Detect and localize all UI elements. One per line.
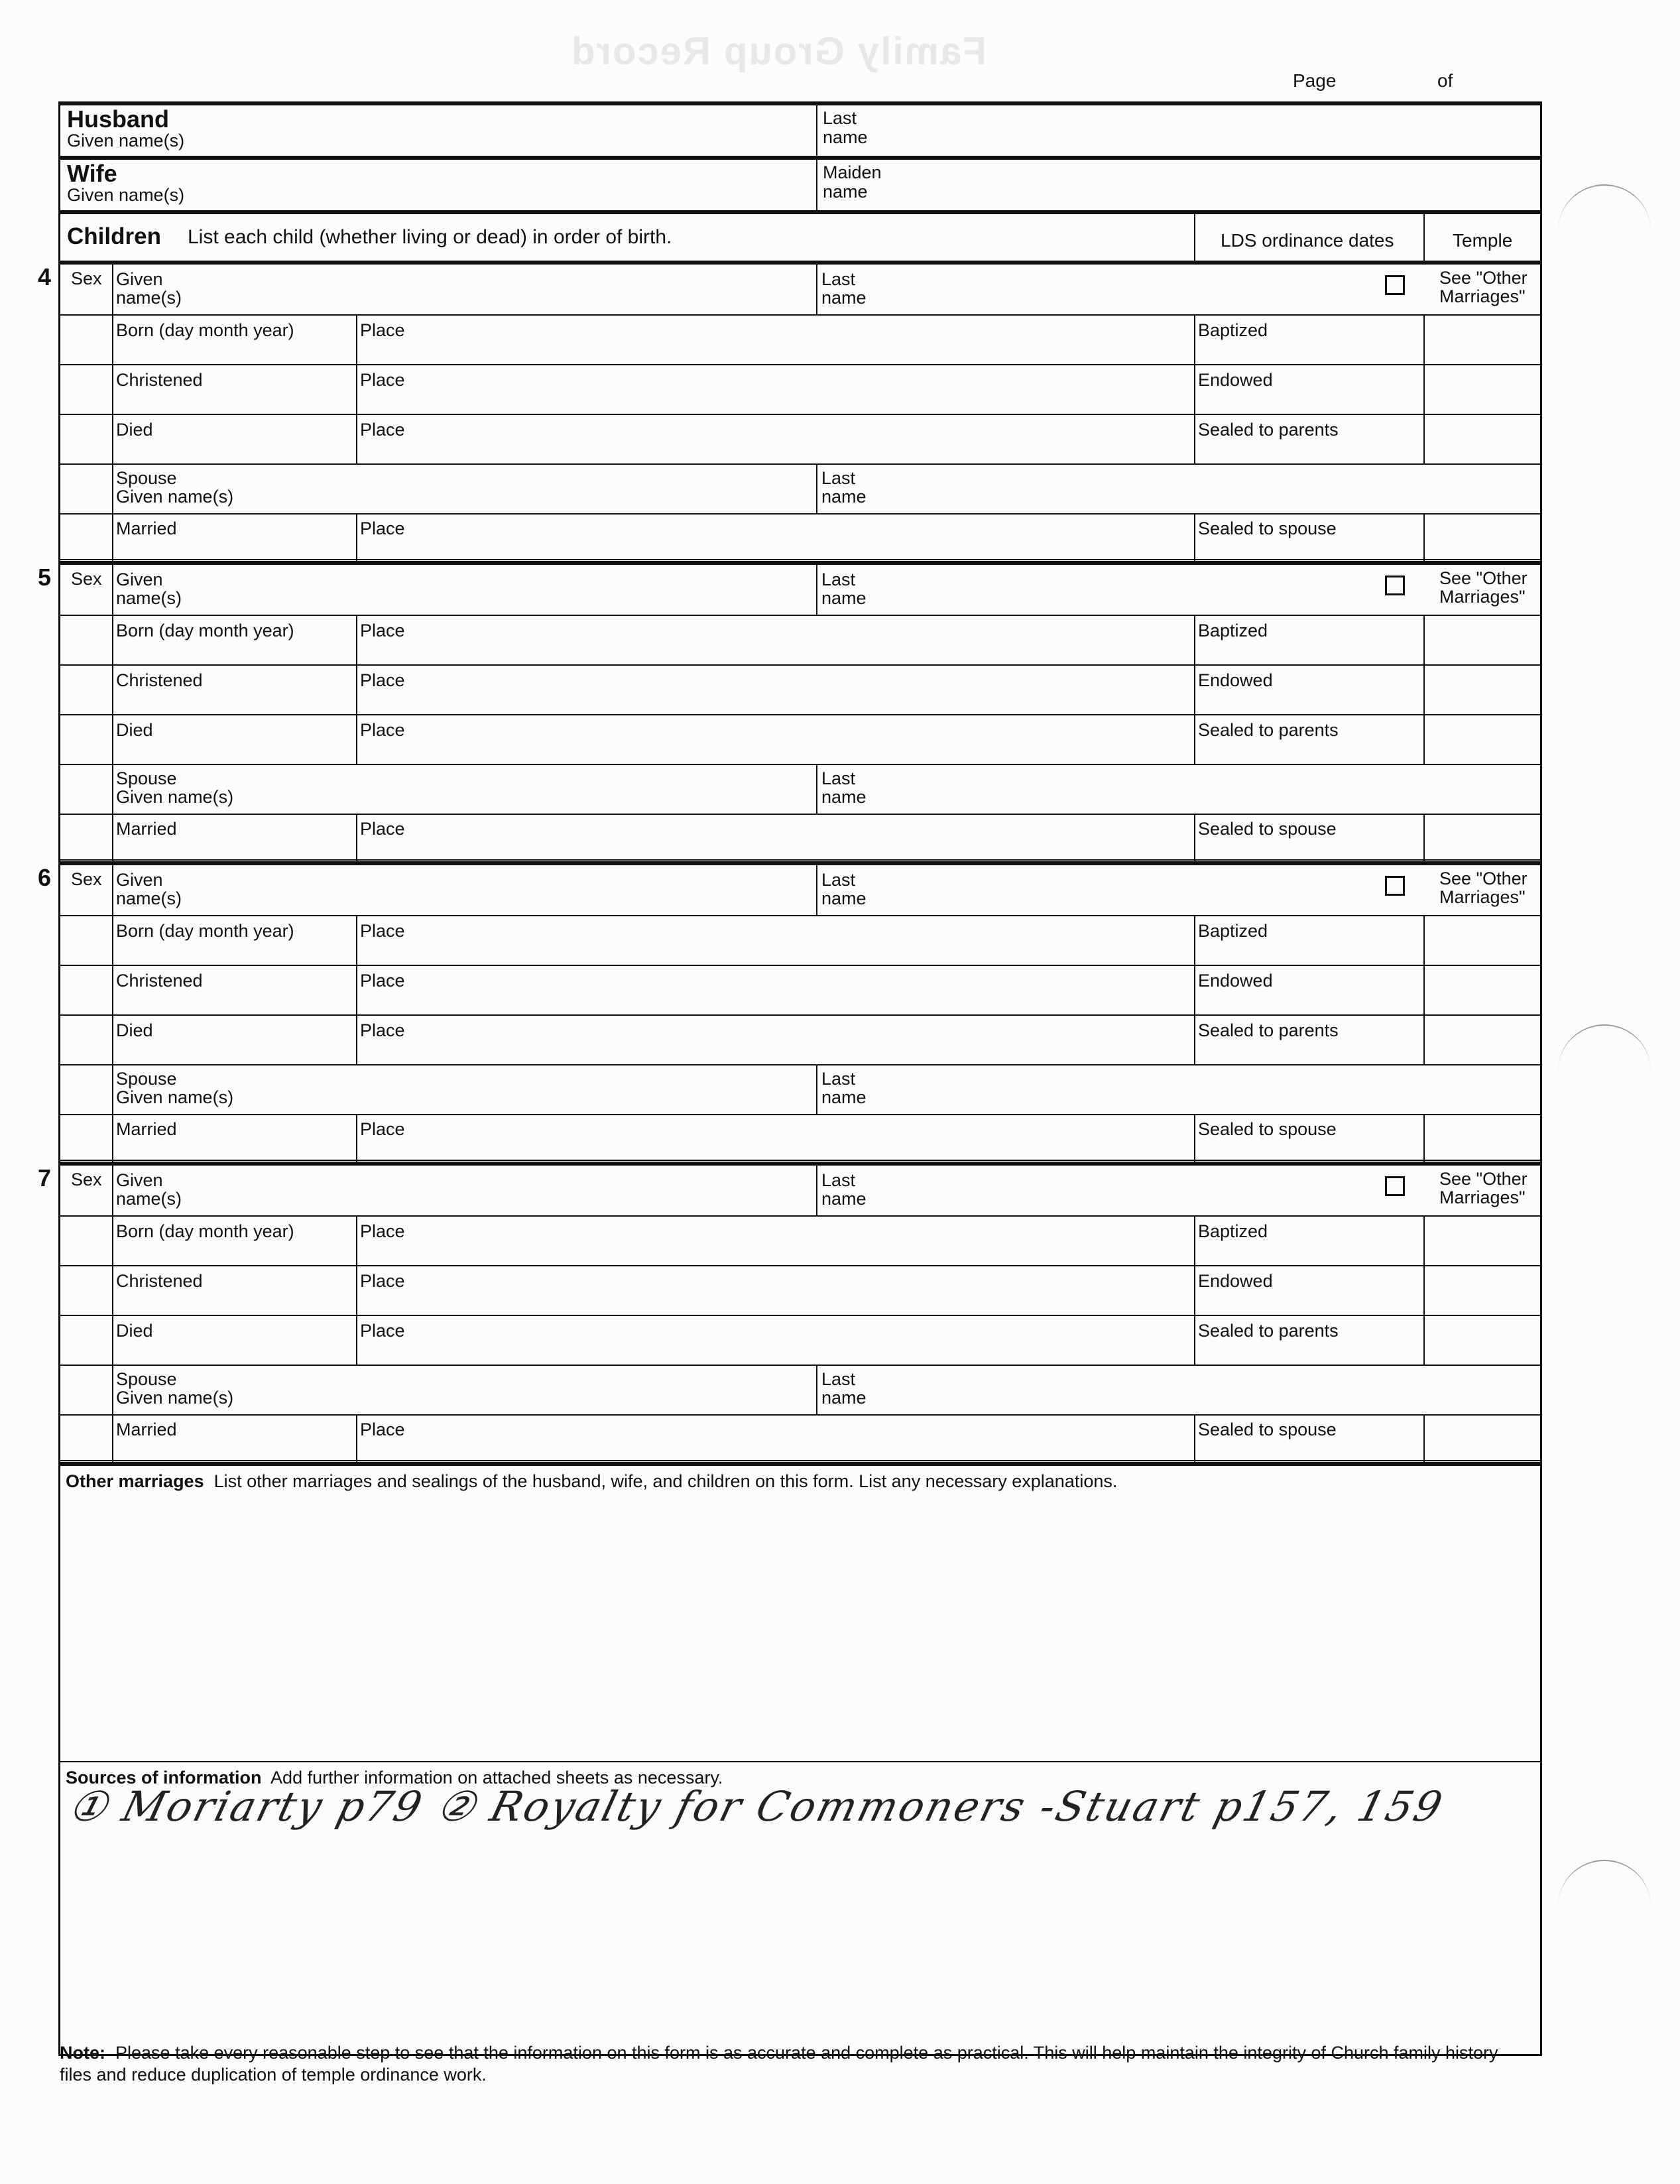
sealed-spouse-label: Sealed to spouse bbox=[1198, 819, 1337, 839]
child-block bbox=[38, 1162, 1542, 1462]
died-label: Died bbox=[116, 720, 153, 740]
last-label: Last bbox=[821, 269, 856, 289]
child-block bbox=[38, 261, 1542, 561]
spouse-last-label: Last bbox=[821, 1369, 856, 1389]
sex-label: Sex bbox=[71, 569, 102, 589]
place-label: Place bbox=[360, 420, 405, 440]
spouse-name-label: name bbox=[821, 487, 867, 507]
born-label: Born (day month year) bbox=[116, 921, 294, 941]
sealed-parents-label: Sealed to parents bbox=[1198, 1020, 1339, 1040]
married-label: Married bbox=[116, 518, 177, 538]
see-other-label: See "Other bbox=[1439, 869, 1528, 888]
see-other-label: See "Other bbox=[1439, 568, 1528, 588]
place-label: Place bbox=[360, 1119, 405, 1139]
wife-name-label: name bbox=[823, 182, 868, 202]
last-label: Last bbox=[821, 1170, 856, 1190]
given-label: Given bbox=[116, 269, 163, 289]
marriages-label: Marriages" bbox=[1439, 887, 1526, 907]
page-label: Page bbox=[1293, 70, 1337, 91]
note-paragraph bbox=[60, 2042, 1518, 2086]
baptized-label: Baptized bbox=[1198, 320, 1268, 340]
place-label: Place bbox=[360, 1420, 405, 1439]
see-other-label: See "Other bbox=[1439, 1169, 1528, 1189]
spouse-last-label: Last bbox=[821, 468, 856, 488]
marriages-label: Marriages" bbox=[1439, 587, 1526, 607]
hole-punch bbox=[1558, 1860, 1651, 1908]
hole-punch bbox=[1558, 1024, 1651, 1072]
endowed-label: Endowed bbox=[1198, 670, 1273, 690]
given-label: Given bbox=[116, 870, 163, 890]
last-name-label: name bbox=[821, 288, 867, 308]
other-marriages-title: Other marriages bbox=[66, 1471, 204, 1491]
married-label: Married bbox=[116, 819, 177, 839]
baptized-label: Baptized bbox=[1198, 921, 1268, 941]
endowed-label: Endowed bbox=[1198, 1271, 1273, 1291]
died-label: Died bbox=[116, 420, 153, 440]
name-label: name(s) bbox=[116, 588, 182, 608]
hole-punch bbox=[1558, 184, 1651, 232]
wife-row bbox=[58, 156, 1542, 210]
place-label: Place bbox=[360, 1221, 405, 1241]
name-label: name(s) bbox=[116, 288, 182, 308]
wife-maiden-label: Maiden bbox=[823, 162, 882, 182]
spouse-given-label: Given name(s) bbox=[116, 487, 234, 507]
name-label: name(s) bbox=[116, 1189, 182, 1209]
given-label: Given bbox=[116, 570, 163, 589]
christened-label: Christened bbox=[116, 370, 203, 390]
note-title: Note: bbox=[60, 2043, 105, 2063]
spouse-label: Spouse bbox=[116, 1069, 177, 1089]
of-label: of bbox=[1437, 70, 1453, 91]
spouse-given-label: Given name(s) bbox=[116, 1388, 234, 1408]
spouse-given-label: Given name(s) bbox=[116, 1087, 234, 1107]
place-label: Place bbox=[360, 720, 405, 740]
husband-name-label: name bbox=[823, 127, 868, 147]
place-label: Place bbox=[360, 971, 405, 991]
children-list bbox=[38, 261, 1542, 1462]
christened-label: Christened bbox=[116, 670, 203, 690]
last-name-label: name bbox=[821, 588, 867, 608]
bleed-through-title: Family Group Record bbox=[570, 30, 987, 73]
sealed-spouse-label: Sealed to spouse bbox=[1198, 1420, 1337, 1439]
other-marriages-section bbox=[58, 1462, 1542, 1761]
given-label: Given bbox=[116, 1170, 163, 1190]
sealed-spouse-label: Sealed to spouse bbox=[1198, 1119, 1337, 1139]
sex-label: Sex bbox=[71, 1170, 102, 1189]
sex-label: Sex bbox=[71, 869, 102, 889]
sealed-parents-label: Sealed to parents bbox=[1198, 720, 1339, 740]
place-label: Place bbox=[360, 819, 405, 839]
place-label: Place bbox=[360, 1020, 405, 1040]
children-instruction: List each child (whether living or dead) in order of birth. bbox=[188, 226, 672, 248]
marriages-label: Marriages" bbox=[1439, 1187, 1526, 1207]
see-other-label: See "Other bbox=[1439, 268, 1528, 288]
spouse-label: Spouse bbox=[116, 468, 177, 488]
child-number: 4 bbox=[38, 263, 52, 290]
spouse-label: Spouse bbox=[116, 1369, 177, 1389]
note-text: Please take every reasonable step to see that the information on this form is as accurate and complete as practical. This will help maintain the integrity of Church family history files and reduce duplication of temple ordinance work. bbox=[60, 2043, 1498, 2085]
born-label: Born (day month year) bbox=[116, 1221, 294, 1241]
children-title: Children bbox=[67, 223, 161, 249]
child-number: 6 bbox=[38, 864, 52, 891]
sex-label: Sex bbox=[71, 269, 102, 288]
baptized-label: Baptized bbox=[1198, 621, 1268, 640]
spouse-name-label: name bbox=[821, 1087, 867, 1107]
child-number: 5 bbox=[38, 564, 52, 591]
endowed-label: Endowed bbox=[1198, 971, 1273, 991]
child-block bbox=[38, 861, 1542, 1162]
place-label: Place bbox=[360, 320, 405, 340]
place-label: Place bbox=[360, 670, 405, 690]
other-marriages-checkbox[interactable] bbox=[1385, 1176, 1405, 1196]
child-block bbox=[38, 561, 1542, 861]
sealed-parents-label: Sealed to parents bbox=[1198, 420, 1339, 440]
spouse-given-label: Given name(s) bbox=[116, 787, 234, 807]
baptized-label: Baptized bbox=[1198, 1221, 1268, 1241]
sealed-parents-label: Sealed to parents bbox=[1198, 1321, 1339, 1341]
temple-header: Temple bbox=[1453, 230, 1513, 251]
spouse-name-label: name bbox=[821, 1388, 867, 1408]
sealed-spouse-label: Sealed to spouse bbox=[1198, 518, 1337, 538]
born-label: Born (day month year) bbox=[116, 320, 294, 340]
spouse-name-label: name bbox=[821, 787, 867, 807]
married-label: Married bbox=[116, 1420, 177, 1439]
other-marriages-checkbox[interactable] bbox=[1385, 876, 1405, 896]
husband-title: Husband bbox=[67, 105, 170, 133]
lds-ordinance-header: LDS ordinance dates bbox=[1221, 230, 1394, 251]
died-label: Died bbox=[116, 1321, 153, 1341]
place-label: Place bbox=[360, 1271, 405, 1291]
last-label: Last bbox=[821, 870, 856, 890]
last-label: Last bbox=[821, 570, 856, 589]
place-label: Place bbox=[360, 518, 405, 538]
wife-given-label: Given name(s) bbox=[67, 185, 185, 205]
christened-label: Christened bbox=[116, 971, 203, 991]
child-number: 7 bbox=[38, 1164, 52, 1191]
christened-label: Christened bbox=[116, 1271, 203, 1291]
married-label: Married bbox=[116, 1119, 177, 1139]
wife-title: Wife bbox=[67, 160, 117, 187]
place-label: Place bbox=[360, 921, 405, 941]
other-marriages-text: List other marriages and sealings of the husband, wife, and children on this form. List any necessary explanations. bbox=[213, 1471, 1118, 1491]
endowed-label: Endowed bbox=[1198, 370, 1273, 390]
last-name-label: name bbox=[821, 888, 867, 908]
died-label: Died bbox=[116, 1020, 153, 1040]
spouse-label: Spouse bbox=[116, 768, 177, 788]
place-label: Place bbox=[360, 621, 405, 640]
husband-row bbox=[58, 101, 1542, 156]
husband-last-label: Last bbox=[823, 108, 857, 128]
sources-section bbox=[58, 1761, 1542, 2056]
marriages-label: Marriages" bbox=[1439, 286, 1526, 306]
name-label: name(s) bbox=[116, 888, 182, 908]
family-group-form bbox=[38, 101, 1542, 2056]
children-header bbox=[58, 210, 1542, 261]
spouse-last-label: Last bbox=[821, 768, 856, 788]
sources-title: Sources of information bbox=[66, 1768, 262, 1788]
last-name-label: name bbox=[821, 1189, 867, 1209]
born-label: Born (day month year) bbox=[116, 621, 294, 640]
place-label: Place bbox=[360, 1321, 405, 1341]
spouse-last-label: Last bbox=[821, 1069, 856, 1089]
husband-given-label: Given name(s) bbox=[67, 131, 185, 151]
other-marriages-checkbox[interactable] bbox=[1385, 275, 1405, 295]
place-label: Place bbox=[360, 370, 405, 390]
other-marriages-checkbox[interactable] bbox=[1385, 576, 1405, 595]
handwritten-sources: ① Moriarty p79 ② Royalty for Commoners -Stuart p157, 159 bbox=[63, 1782, 1449, 1831]
sources-text: Add further information on attached sheets as necessary. bbox=[270, 1768, 723, 1788]
